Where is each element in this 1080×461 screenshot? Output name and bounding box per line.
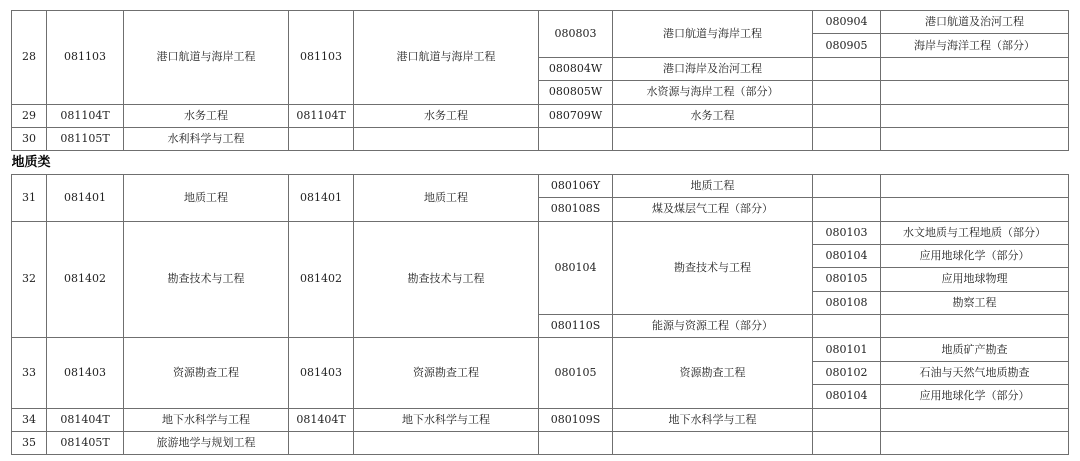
old-code-cell: 081402	[289, 221, 354, 338]
new-code-cell: 081104T	[47, 104, 124, 127]
old-name-cell: 地质工程	[354, 174, 539, 221]
new-code-cell: 081105T	[47, 127, 124, 150]
code-2012-cell	[539, 127, 613, 150]
name-2012-cell: 地下水科学与工程	[613, 408, 813, 431]
new-code-cell: 081401	[47, 174, 124, 221]
row-number-cell: 31	[12, 174, 47, 221]
new-name-cell: 勘查技术与工程	[124, 221, 289, 338]
name-1998-cell	[881, 174, 1069, 197]
table-row	[12, 338, 1069, 361]
name-2012-cell: 港口海岸及治河工程	[613, 57, 813, 80]
code-1998-cell: 080101	[813, 338, 881, 361]
code-1998-cell	[813, 127, 881, 150]
code-2012-cell: 080805W	[539, 81, 613, 104]
code-1998-cell: 080105	[813, 268, 881, 291]
old-code-cell	[289, 432, 354, 455]
table-row	[12, 432, 1069, 455]
new-code-cell: 081402	[47, 221, 124, 338]
code-1998-cell	[813, 315, 881, 338]
new-code-cell: 081103	[47, 11, 124, 105]
code-1998-cell: 080905	[813, 34, 881, 57]
name-2012-cell: 勘查技术与工程	[613, 221, 813, 315]
code-1998-cell: 080108	[813, 291, 881, 314]
old-name-cell: 港口航道与海岸工程	[354, 11, 539, 105]
name-1998-cell: 应用地球化学（部分）	[881, 244, 1069, 267]
table-row	[12, 11, 1069, 34]
name-1998-cell	[881, 408, 1069, 431]
old-code-cell: 081404T	[289, 408, 354, 431]
code-2012-cell: 080104	[539, 221, 613, 315]
old-name-cell: 水务工程	[354, 104, 539, 127]
row-number-cell: 35	[12, 432, 47, 455]
code-1998-cell: 080103	[813, 221, 881, 244]
name-1998-cell: 海岸与海洋工程（部分）	[881, 34, 1069, 57]
name-1998-cell: 勘察工程	[881, 291, 1069, 314]
old-name-cell: 资源勘查工程	[354, 338, 539, 408]
name-2012-cell: 地质工程	[613, 174, 813, 197]
name-1998-cell: 石油与天然气地质勘查	[881, 361, 1069, 384]
new-code-cell: 081404T	[47, 408, 124, 431]
row-number-cell: 34	[12, 408, 47, 431]
new-name-cell: 水利科学与工程	[124, 127, 289, 150]
new-code-cell: 081403	[47, 338, 124, 408]
name-2012-cell	[613, 432, 813, 455]
new-name-cell: 水务工程	[124, 104, 289, 127]
old-code-cell	[289, 127, 354, 150]
code-2012-cell: 080105	[539, 338, 613, 408]
code-2012-cell: 080803	[539, 11, 613, 58]
old-code-cell: 081403	[289, 338, 354, 408]
name-2012-cell: 水资源与海岸工程（部分）	[613, 81, 813, 104]
code-2012-cell: 080110S	[539, 315, 613, 338]
old-name-cell	[354, 127, 539, 150]
name-2012-cell: 水务工程	[613, 104, 813, 127]
code-1998-cell: 080104	[813, 385, 881, 408]
name-2012-cell: 资源勘查工程	[613, 338, 813, 408]
name-1998-cell	[881, 81, 1069, 104]
name-1998-cell: 应用地球物理	[881, 268, 1069, 291]
name-1998-cell	[881, 315, 1069, 338]
code-1998-cell: 080104	[813, 244, 881, 267]
name-1998-cell: 水文地质与工程地质（部分）	[881, 221, 1069, 244]
old-code-cell: 081103	[289, 11, 354, 105]
code-1998-cell	[813, 174, 881, 197]
table-row	[12, 221, 1069, 244]
new-name-cell: 地下水科学与工程	[124, 408, 289, 431]
old-name-cell: 地下水科学与工程	[354, 408, 539, 431]
name-2012-cell: 煤及煤层气工程（部分）	[613, 198, 813, 221]
name-1998-cell: 地质矿产勘查	[881, 338, 1069, 361]
new-name-cell: 地质工程	[124, 174, 289, 221]
new-name-cell: 港口航道与海岸工程	[124, 11, 289, 105]
section-heading: 地质类	[12, 151, 1069, 174]
name-1998-cell	[881, 104, 1069, 127]
old-name-cell: 勘查技术与工程	[354, 221, 539, 338]
row-number-cell: 29	[12, 104, 47, 127]
name-2012-cell: 港口航道与海岸工程	[613, 11, 813, 58]
row-number-cell: 33	[12, 338, 47, 408]
row-number-cell: 32	[12, 221, 47, 338]
new-name-cell: 旅游地学与规划工程	[124, 432, 289, 455]
new-name-cell: 资源勘查工程	[124, 338, 289, 408]
name-1998-cell: 港口航道及治河工程	[881, 11, 1069, 34]
code-1998-cell	[813, 432, 881, 455]
code-1998-cell	[813, 104, 881, 127]
section-row	[12, 151, 1069, 174]
name-1998-cell	[881, 198, 1069, 221]
row-number-cell: 30	[12, 127, 47, 150]
code-2012-cell	[539, 432, 613, 455]
name-1998-cell	[881, 432, 1069, 455]
table-row	[12, 408, 1069, 431]
code-2012-cell: 080109S	[539, 408, 613, 431]
table-row	[12, 174, 1069, 197]
code-1998-cell	[813, 198, 881, 221]
name-1998-cell: 应用地球化学（部分）	[881, 385, 1069, 408]
old-code-cell: 081104T	[289, 104, 354, 127]
code-2012-cell: 080106Y	[539, 174, 613, 197]
code-2012-cell: 080804W	[539, 57, 613, 80]
table-row	[12, 104, 1069, 127]
table-row	[12, 127, 1069, 150]
new-code-cell: 081405T	[47, 432, 124, 455]
name-1998-cell	[881, 57, 1069, 80]
name-2012-cell: 能源与资源工程（部分）	[613, 315, 813, 338]
name-2012-cell	[613, 127, 813, 150]
code-2012-cell: 080108S	[539, 198, 613, 221]
name-1998-cell	[881, 127, 1069, 150]
code-1998-cell: 080102	[813, 361, 881, 384]
code-1998-cell	[813, 408, 881, 431]
old-code-cell: 081401	[289, 174, 354, 221]
code-1998-cell	[813, 81, 881, 104]
code-2012-cell: 080709W	[539, 104, 613, 127]
old-name-cell	[354, 432, 539, 455]
major-catalog-table	[11, 10, 1069, 455]
code-1998-cell	[813, 57, 881, 80]
row-number-cell: 28	[12, 11, 47, 105]
code-1998-cell: 080904	[813, 11, 881, 34]
